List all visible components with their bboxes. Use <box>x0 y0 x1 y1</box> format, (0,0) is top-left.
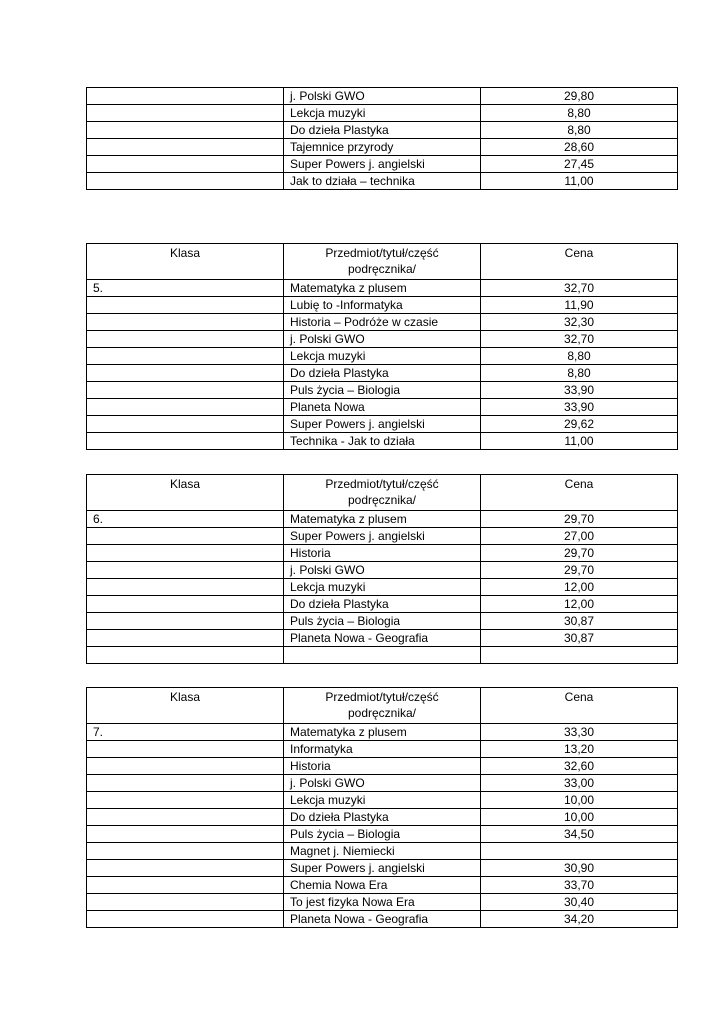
przedmiot-cell: Historia – Podróże w czasie <box>284 314 481 331</box>
przedmiot-cell: Jak to działa – technika <box>284 173 481 190</box>
header-przedmiot: Przedmiot/tytuł/część podręcznika/ <box>284 688 481 724</box>
header-klasa: Klasa <box>87 475 284 511</box>
header-row <box>87 688 678 724</box>
table-row <box>87 280 678 297</box>
klasa-cell <box>87 741 284 758</box>
przedmiot-cell: Lubię to -Informatyka <box>284 297 481 314</box>
przedmiot-cell: Do dzieła Plastyka <box>284 122 481 139</box>
klasa-cell <box>87 139 284 156</box>
table-row <box>87 365 678 382</box>
cena-cell <box>481 647 678 664</box>
przedmiot-cell: Informatyka <box>284 741 481 758</box>
cena-cell: 28,60 <box>481 139 678 156</box>
cena-cell: 29,70 <box>481 562 678 579</box>
table-row <box>87 545 678 562</box>
header-klasa: Klasa <box>87 244 284 280</box>
table-row <box>87 297 678 314</box>
cena-cell <box>481 843 678 860</box>
header-klasa: Klasa <box>87 688 284 724</box>
price-table-class-6 <box>86 474 678 664</box>
przedmiot-cell: Puls życia – Biologia <box>284 382 481 399</box>
cena-cell: 33,00 <box>481 775 678 792</box>
klasa-cell <box>87 877 284 894</box>
header-przedmiot: Przedmiot/tytuł/część podręcznika/ <box>284 475 481 511</box>
cena-cell: 10,00 <box>481 792 678 809</box>
klasa-cell <box>87 314 284 331</box>
table-row <box>87 630 678 647</box>
table-row <box>87 433 678 450</box>
klasa-cell <box>87 826 284 843</box>
table-row <box>87 596 678 613</box>
table-row <box>87 758 678 775</box>
przedmiot-cell: Matematyka z plusem <box>284 724 481 741</box>
klasa-cell <box>87 528 284 545</box>
table-row <box>87 613 678 630</box>
table-row <box>87 399 678 416</box>
klasa-cell: 6. <box>87 511 284 528</box>
table-row <box>87 877 678 894</box>
przedmiot-cell: Planeta Nowa - Geografia <box>284 630 481 647</box>
klasa-cell <box>87 613 284 630</box>
klasa-cell <box>87 348 284 365</box>
klasa-cell <box>87 630 284 647</box>
przedmiot-cell: Super Powers j. angielski <box>284 528 481 545</box>
klasa-cell <box>87 545 284 562</box>
klasa-cell <box>87 399 284 416</box>
cena-cell: 11,00 <box>481 433 678 450</box>
table-row <box>87 724 678 741</box>
cena-cell: 12,00 <box>481 579 678 596</box>
header-cena: Cena <box>481 475 678 511</box>
przedmiot-cell: Historia <box>284 758 481 775</box>
przedmiot-cell: Planeta Nowa <box>284 399 481 416</box>
cena-cell: 32,30 <box>481 314 678 331</box>
przedmiot-cell: Lekcja muzyki <box>284 579 481 596</box>
przedmiot-cell: Super Powers j. angielski <box>284 860 481 877</box>
cena-cell: 32,70 <box>481 280 678 297</box>
cena-cell: 10,00 <box>481 809 678 826</box>
przedmiot-cell: Matematyka z plusem <box>284 511 481 528</box>
cena-cell: 34,20 <box>481 911 678 928</box>
przedmiot-cell: Magnet j. Niemiecki <box>284 843 481 860</box>
cena-cell: 30,90 <box>481 860 678 877</box>
przedmiot-cell: Lekcja muzyki <box>284 105 481 122</box>
cena-cell: 33,30 <box>481 724 678 741</box>
table-row <box>87 105 678 122</box>
przedmiot-cell: Tajemnice przyrody <box>284 139 481 156</box>
klasa-cell <box>87 596 284 613</box>
klasa-cell: 5. <box>87 280 284 297</box>
cena-cell: 27,45 <box>481 156 678 173</box>
header-przedmiot: Przedmiot/tytuł/część podręcznika/ <box>284 244 481 280</box>
cena-cell: 33,90 <box>481 382 678 399</box>
klasa-cell <box>87 156 284 173</box>
przedmiot-cell: j. Polski GWO <box>284 331 481 348</box>
klasa-cell <box>87 647 284 664</box>
table-row <box>87 647 678 664</box>
table-row <box>87 809 678 826</box>
table-row <box>87 826 678 843</box>
table-row <box>87 775 678 792</box>
cena-cell: 8,80 <box>481 122 678 139</box>
cena-cell: 32,70 <box>481 331 678 348</box>
cena-cell: 30,87 <box>481 613 678 630</box>
table-row <box>87 894 678 911</box>
przedmiot-cell <box>284 647 481 664</box>
klasa-cell <box>87 105 284 122</box>
przedmiot-cell: Lekcja muzyki <box>284 792 481 809</box>
przedmiot-cell: Matematyka z plusem <box>284 280 481 297</box>
cena-cell: 29,70 <box>481 545 678 562</box>
table-row <box>87 579 678 596</box>
przedmiot-cell: j. Polski GWO <box>284 775 481 792</box>
table-row <box>87 843 678 860</box>
table-row <box>87 314 678 331</box>
cena-cell: 33,90 <box>481 399 678 416</box>
przedmiot-cell: Do dzieła Plastyka <box>284 365 481 382</box>
przedmiot-cell: Do dzieła Plastyka <box>284 596 481 613</box>
cena-cell: 30,40 <box>481 894 678 911</box>
przedmiot-cell: Puls życia – Biologia <box>284 613 481 630</box>
klasa-cell <box>87 562 284 579</box>
cena-cell: 27,00 <box>481 528 678 545</box>
klasa-cell <box>87 860 284 877</box>
klasa-cell <box>87 579 284 596</box>
table-row <box>87 416 678 433</box>
klasa-cell <box>87 894 284 911</box>
klasa-cell <box>87 758 284 775</box>
przedmiot-cell: Puls życia – Biologia <box>284 826 481 843</box>
klasa-cell <box>87 382 284 399</box>
cena-cell: 33,70 <box>481 877 678 894</box>
table-row <box>87 860 678 877</box>
price-table-class-5 <box>86 243 678 450</box>
klasa-cell <box>87 297 284 314</box>
klasa-cell <box>87 433 284 450</box>
price-table-class-7 <box>86 687 678 928</box>
przedmiot-cell: Lekcja muzyki <box>284 348 481 365</box>
klasa-cell <box>87 809 284 826</box>
przedmiot-cell: Technika - Jak to działa <box>284 433 481 450</box>
klasa-cell <box>87 775 284 792</box>
table-row <box>87 348 678 365</box>
klasa-cell <box>87 365 284 382</box>
cena-cell: 8,80 <box>481 105 678 122</box>
table-row <box>87 173 678 190</box>
klasa-cell <box>87 792 284 809</box>
header-row <box>87 244 678 280</box>
klasa-cell <box>87 88 284 105</box>
klasa-cell <box>87 416 284 433</box>
cena-cell: 12,00 <box>481 596 678 613</box>
klasa-cell <box>87 173 284 190</box>
table-row <box>87 562 678 579</box>
header-row <box>87 475 678 511</box>
przedmiot-cell: To jest fizyka Nowa Era <box>284 894 481 911</box>
cena-cell: 11,00 <box>481 173 678 190</box>
cena-cell: 34,50 <box>481 826 678 843</box>
header-cena: Cena <box>481 688 678 724</box>
table-row <box>87 528 678 545</box>
cena-cell: 32,60 <box>481 758 678 775</box>
header-cena: Cena <box>481 244 678 280</box>
cena-cell: 13,20 <box>481 741 678 758</box>
cena-cell: 8,80 <box>481 348 678 365</box>
table-row <box>87 382 678 399</box>
przedmiot-cell: Super Powers j. angielski <box>284 156 481 173</box>
table-row <box>87 741 678 758</box>
przedmiot-cell: j. Polski GWO <box>284 88 481 105</box>
table-row <box>87 331 678 348</box>
table-row <box>87 122 678 139</box>
klasa-cell: 7. <box>87 724 284 741</box>
table-row <box>87 156 678 173</box>
table-row <box>87 511 678 528</box>
cena-cell: 29,80 <box>481 88 678 105</box>
table-row <box>87 139 678 156</box>
przedmiot-cell: Chemia Nowa Era <box>284 877 481 894</box>
klasa-cell <box>87 331 284 348</box>
cena-cell: 29,62 <box>481 416 678 433</box>
przedmiot-cell: Planeta Nowa - Geografia <box>284 911 481 928</box>
klasa-cell <box>87 911 284 928</box>
table-row <box>87 88 678 105</box>
przedmiot-cell: j. Polski GWO <box>284 562 481 579</box>
przedmiot-cell: Historia <box>284 545 481 562</box>
cena-cell: 11,90 <box>481 297 678 314</box>
cena-cell: 30,87 <box>481 630 678 647</box>
table-row <box>87 792 678 809</box>
przedmiot-cell: Super Powers j. angielski <box>284 416 481 433</box>
klasa-cell <box>87 843 284 860</box>
cena-cell: 8,80 <box>481 365 678 382</box>
klasa-cell <box>87 122 284 139</box>
table-row <box>87 911 678 928</box>
cena-cell: 29,70 <box>481 511 678 528</box>
przedmiot-cell: Do dzieła Plastyka <box>284 809 481 826</box>
price-table-continued <box>86 87 678 190</box>
